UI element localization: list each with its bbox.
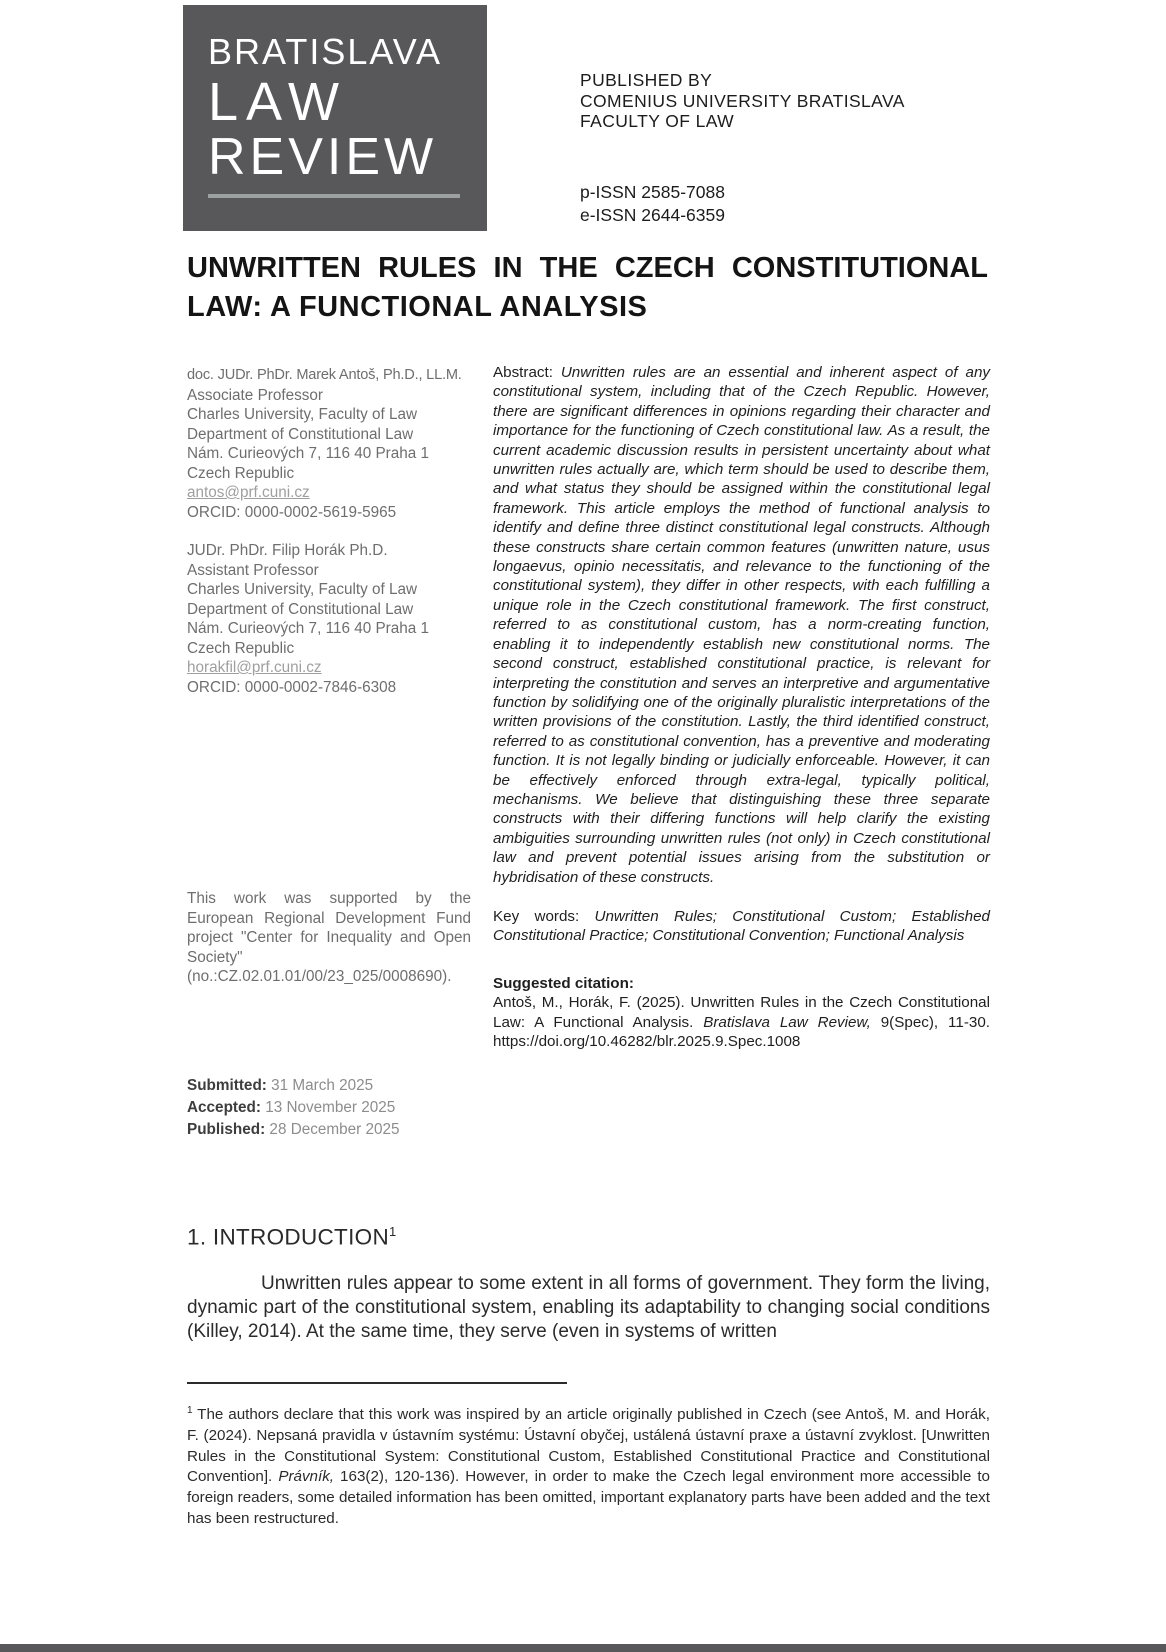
author-2-affiliation: Charles University, Faculty of Law bbox=[187, 581, 418, 598]
author-1-orcid: ORCID: 0000-0002-5619-5965 bbox=[187, 503, 397, 521]
logo-text-bratislava: BRATISLAVA bbox=[208, 31, 443, 72]
author-2-department: Department of Constitutional Law bbox=[187, 600, 414, 618]
author-block-1 bbox=[187, 366, 471, 522]
accepted-label: Accepted: bbox=[187, 1098, 261, 1116]
funding-text: This work was supported by the European Regional Development Fund project "Center for Inequality and Open Society" bbox=[187, 890, 471, 966]
author-1-department: Department of Constitutional Law bbox=[187, 425, 414, 443]
footnote-1-marker: 1 bbox=[187, 1405, 193, 1416]
logo-underline bbox=[208, 194, 460, 198]
footnote-1-text-pre: The authors declare that this work was inspired by an article originally published in Czech (see Antoš, M. and Horák, F. (2024). Nepsaná pravidla v ústavním systému: Ústavní obyčej, ustálená ústavní praxe a ústavní zvyklost. [Unwritten Rules in the Constitutional System: Constitutional Custom, Established Constitutional Practice and Constitutional Convention]. bbox=[187, 1406, 990, 1486]
footnote-reference-mark[interactable]: 1 bbox=[389, 1224, 397, 1239]
footnote-1-text-post: 163(2), 120-136). However, in order to make the Czech legal environment more accessible to foreign readers, some detailed information has been omitted, important explanatory parts have been added and the text has been restructured. bbox=[187, 1468, 990, 1528]
introduction-paragraph: Unwritten rules appear to some extent in all forms of government. They form the living, dynamic part of the constitutional system, enabling its adaptability to changing social conditions (Killey, 2014). At the same time, they serve (even in systems of written bbox=[187, 1272, 990, 1343]
right-abstract-column bbox=[493, 363, 990, 1051]
author-2-position: Assistant Professor bbox=[187, 561, 319, 579]
article-dates bbox=[187, 1075, 471, 1141]
submitted-label: Submitted: bbox=[187, 1076, 267, 1094]
citation-text-pre: Antoš, M., Horák, F. (2025). Unwritten Rules in the Czech Constitutional Law: A Functional Analysis. bbox=[493, 994, 990, 1031]
footnote-area bbox=[187, 1382, 990, 1530]
footnote-1 bbox=[187, 1401, 990, 1530]
submitted-date bbox=[187, 1075, 471, 1097]
introduction-heading-text: 1. INTRODUCTION bbox=[187, 1224, 390, 1250]
author-2-country: Czech Republic bbox=[187, 639, 295, 657]
author-1-email-link[interactable]: antos@prf.cuni.cz bbox=[187, 484, 310, 501]
accepted-value: 13 November 2025 bbox=[260, 1098, 396, 1116]
article-title bbox=[187, 249, 988, 327]
abstract-text: Unwritten rules are an essential and inherent aspect of any constitutional system, including that of the Czech Republic. However, there are significant differences in opinions regarding their character and importance for the functioning of Czech constitutional law. As a result, the current academic discussion results in persistent uncertainty about what unwritten rules actually are, which term should be used to describe them, and what status they should be assigned within the constitutional legal framework. This article employs the method of functional analysis to identify and define three distinct constitutional legal constructs. Although these constructs share certain common features (unwritten nature, usus longaevus, opinio necessitatis, and relevance to the functioning of the constitutional system), they differ in other respects, with each fulfilling a unique role in the Czech constitutional framework. The first construct, referred to as constitutional custom, has a norm-creating function, enabling it to independently establish new constitutional norms. The second construct, established constitutional practice, is relevant for interpreting the constitution and serves an interpretive and argumentative function by solidifying one of the originally pluralistic interpretations of the written provisions of the constitution. Lastly, the third identified construct, referred to as constitutional convention, has a preventive and moderating function. It is not legally binding or judicially enforceable. However, it can be effectively enforced through extra-legal, typically political, mechanisms. We believe that distinguishing these three separate constructs with their differing functions will help clarify the existing ambiguities surrounding unwritten rules (not only) in Czech constitutional law and prevent potential issues arising from the substitution or hybridisation of these constructs. bbox=[493, 364, 990, 886]
left-metadata-column bbox=[187, 366, 471, 1141]
logo-text-law: LAW bbox=[208, 72, 348, 132]
published-label: Published: bbox=[187, 1120, 266, 1138]
author-2-orcid: ORCID: 0000-0002-7846-6308 bbox=[187, 678, 397, 696]
print-issn: p-ISSN 2585-7088 bbox=[580, 182, 725, 202]
page-bottom-bar bbox=[0, 1644, 1166, 1652]
author-1-position: Associate Professor bbox=[187, 386, 324, 404]
author-1-country: Czech Republic bbox=[187, 464, 295, 482]
submitted-value: 31 March 2025 bbox=[266, 1076, 374, 1094]
logo-text-review: REVIEW bbox=[208, 128, 438, 186]
article-title-line2: LAW: A FUNCTIONAL ANALYSIS bbox=[187, 291, 648, 323]
author-1-address: Nám. Curieových 7, 116 40 Praha 1 bbox=[187, 445, 430, 462]
citation-label: Suggested citation: bbox=[493, 974, 634, 992]
author-2-address: Nám. Curieových 7, 116 40 Praha 1 bbox=[187, 620, 430, 637]
publisher-university: COMENIUS UNIVERSITY BRATISLAVA bbox=[580, 90, 905, 111]
author-1-name: doc. JUDr. PhDr. Marek Antoš, Ph.D., LL.M. bbox=[187, 367, 462, 383]
journal-logo bbox=[183, 5, 487, 231]
article-title-line1: UNWRITTEN RULES IN THE CZECH CONSTITUTIONAL bbox=[187, 252, 988, 284]
author-2-email-link[interactable]: horakfil@prf.cuni.cz bbox=[187, 659, 322, 676]
citation-doi-link[interactable]: https://doi.org/10.46282/blr.2025.9.Spec.1008 bbox=[493, 1033, 801, 1050]
publisher-faculty: FACULTY OF LAW bbox=[580, 111, 735, 131]
section-heading-introduction bbox=[187, 1224, 990, 1251]
suggested-citation bbox=[493, 974, 990, 1052]
abstract bbox=[493, 363, 990, 887]
citation-text-post: 9(Spec), 11-30. bbox=[870, 1013, 990, 1031]
abstract-label: Abstract: bbox=[493, 364, 561, 381]
keywords-label: Key words: bbox=[493, 907, 595, 925]
published-date bbox=[187, 1119, 471, 1141]
footnote-separator-rule bbox=[187, 1382, 567, 1384]
issn-block bbox=[580, 181, 725, 227]
author-2-name: JUDr. PhDr. Filip Horák Ph.D. bbox=[187, 542, 388, 559]
accepted-date bbox=[187, 1097, 471, 1119]
citation-journal-name: Bratislava Law Review, bbox=[703, 1013, 871, 1031]
article-body bbox=[187, 1224, 990, 1344]
author-1-affiliation: Charles University, Faculty of Law bbox=[187, 406, 418, 423]
published-value: 28 December 2025 bbox=[265, 1120, 400, 1138]
funding-grant-number: (no.:CZ.02.01.01/00/23_025/0008690). bbox=[187, 968, 452, 985]
electronic-issn: e-ISSN 2644-6359 bbox=[580, 205, 725, 225]
publisher-block bbox=[580, 70, 905, 132]
author-block-2 bbox=[187, 541, 471, 697]
published-by-line: PUBLISHED BY bbox=[580, 70, 713, 90]
keywords-text: Unwritten Rules; Constitutional Custom; Established Constitutional Practice; Constitutional Convention; Functional Analysis bbox=[493, 907, 990, 945]
keywords bbox=[493, 907, 990, 946]
footnote-1-journal-name: Právník, bbox=[278, 1468, 335, 1486]
funding-statement bbox=[187, 889, 471, 987]
